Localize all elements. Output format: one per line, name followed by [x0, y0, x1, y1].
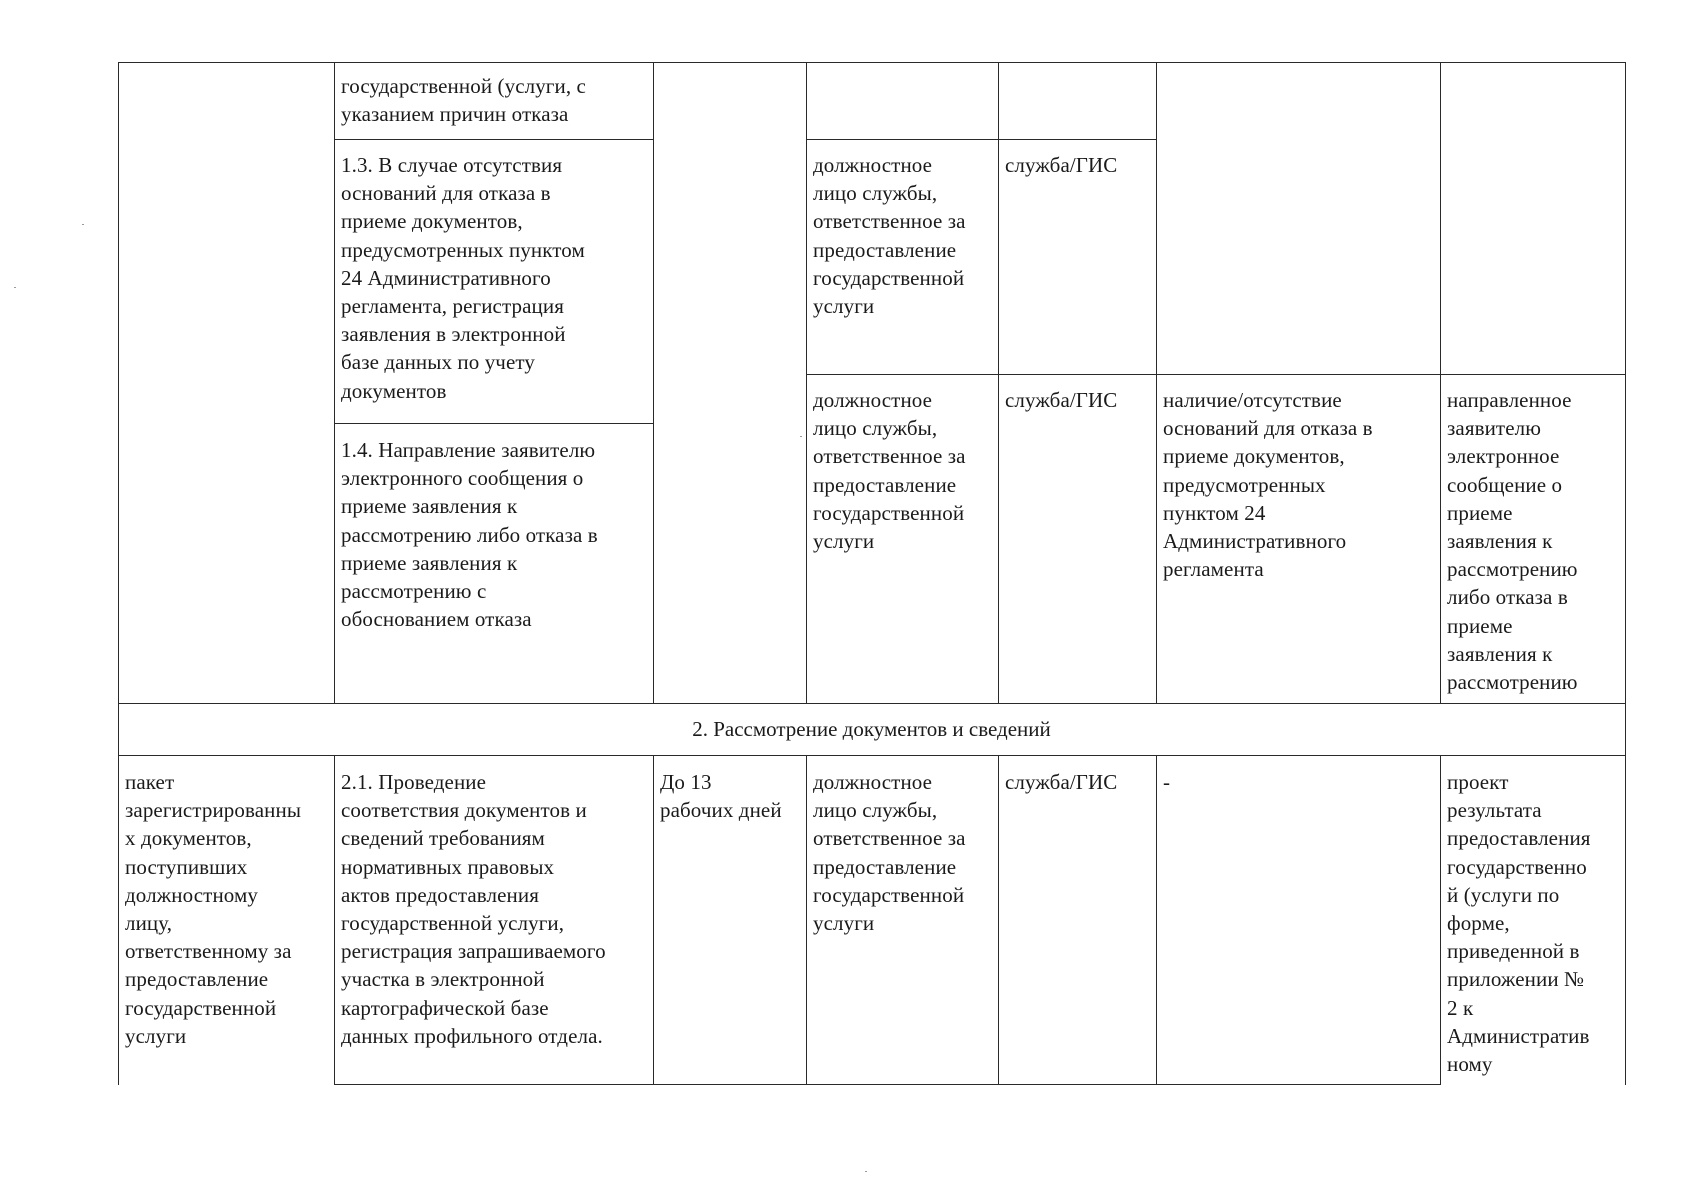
col-divider-6-lower — [1440, 755, 1441, 1085]
action-1-4-criteria: наличие/отсутствие оснований для отказа в приеме документов, предусмотренных пунктом 24 Административного регламента — [1163, 388, 1373, 582]
scan-speck — [800, 436, 802, 437]
stage-1-2-result-tail: государственной (услуги, с указанием причин отказа — [341, 74, 586, 127]
col-divider-3-lower — [806, 755, 807, 1085]
row-divider-col2-a — [334, 139, 653, 140]
col-divider-6 — [1440, 62, 1441, 703]
row-2-1-location: служба/ГИС — [1005, 770, 1118, 794]
col-divider-5 — [1156, 62, 1157, 703]
row-2-1-description: 2.1. Проведение соответствия документов и сведений требованиям нормативных правовых актов предоставления государственной услуги, регистрация запрашиваемого участка в электронной картографической базе данных профильного отдела. — [341, 770, 606, 1048]
scan-speck — [14, 287, 16, 288]
action-1-3-responsible: должностное лицо службы, ответственное за предоставление государственной услуги — [813, 153, 966, 319]
action-1-3-location: служба/ГИС — [1005, 153, 1118, 177]
section-2-title: 2. Рассмотрение документов и сведений — [692, 717, 1051, 741]
col-divider-4 — [998, 62, 999, 703]
col-divider-2 — [653, 62, 654, 703]
scan-speck — [865, 1171, 867, 1172]
col-divider-1 — [334, 62, 335, 703]
row-2-1-responsible: должностное лицо службы, ответственное за предоставление государственной услуги — [813, 770, 966, 936]
col-divider-5-lower — [1156, 755, 1157, 1085]
action-1-4-description: 1.4. Направление заявителю электронного сообщения о приеме заявления к рассмотрению либо отказа в приеме заявления к рассмотрению с обоснованием отказа — [341, 438, 598, 632]
section-2-bottom — [118, 755, 1625, 756]
row-divider-col4-7-b — [806, 374, 1625, 375]
col-divider-3 — [806, 62, 807, 703]
row-2-1-criteria: - — [1163, 770, 1171, 794]
row-2-1-duration: До 13 рабочих дней — [660, 770, 782, 823]
row-2-1-result: проект результата предоставления государственно й (услуги по форме, приведенной в приложении № 2 к Административ ному — [1447, 770, 1591, 1077]
action-1-4-location: служба/ГИС — [1005, 388, 1118, 412]
action-1-3-description: 1.3. В случае отсутствия оснований для отказа в приеме документов, предусмотренных пунктом 24 Административного регламента, регистрация заявления в электронной базе данных по учету документов — [341, 153, 585, 403]
table-border-right — [1625, 62, 1626, 1085]
scan-speck — [82, 224, 84, 225]
section-2-top — [118, 703, 1625, 704]
action-1-4-result: направленное заявителю электронное сообщение о приеме заявления к рассмотрению либо отказа в приеме заявления к рассмотрению — [1447, 388, 1578, 695]
col-divider-1-lower — [334, 755, 335, 1085]
action-1-4-responsible: должностное лицо службы, ответственное за предоставление государственной услуги — [813, 388, 966, 554]
row-2-1-bottom — [334, 1084, 1440, 1085]
table-border-left — [118, 62, 119, 1085]
row-divider-col2-b — [334, 423, 653, 424]
row-divider-col45-a — [806, 139, 1156, 140]
col-divider-2-lower — [653, 755, 654, 1085]
col-divider-4-lower — [998, 755, 999, 1085]
row-2-1-basis: пакет зарегистрированны х документов, поступивших должностному лицу, ответственному за предоставление государственной услуги — [125, 770, 302, 1048]
table-border-top — [118, 62, 1625, 63]
